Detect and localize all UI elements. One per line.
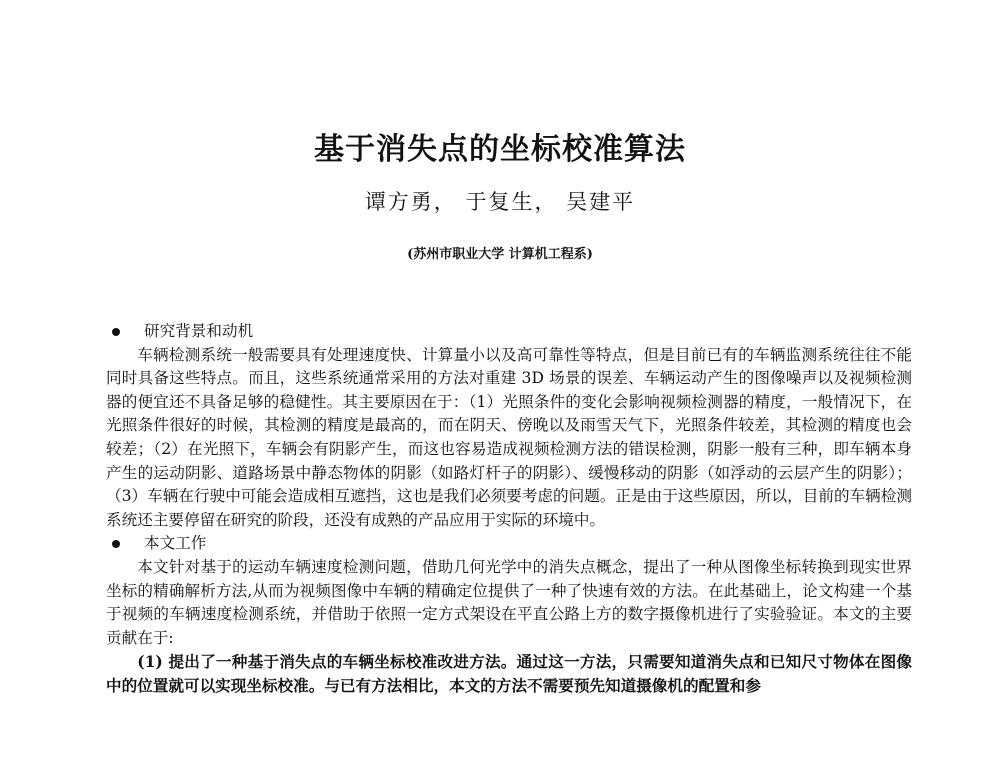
paragraph-work: 本文针对基于的运动车辆速度检测问题，借助几何光学中的消失点概念，提出了一种从图像坐标转换到现实世界坐标的精确解析方法,从而为视频图像中车辆的精确定位提供了一种了快速有效的方法。在此基础上，论文构建一个基于视频的车辆速度检测系统，并借助于依照一定方式架设在平直公路上方的数字摄像机进行了实验验证。本文的主要贡献在于:: [106, 557, 912, 647]
bullet-icon: [112, 540, 120, 548]
paragraph-background: 车辆检测系统一般需要具有处理速度快、计算量小以及高可靠性等特点，但是目前已有的车辆监测系统往往不能同时具备这些特点。而且，这些系统通常采用的方法对重建 3D 场景的误差、车辆运动产生的图像噪声以及视频检测器的便宜还不具备足够的稳健性。其主要原因在于：（1）光照条件的变化会影响视频检测器的精度，一般情况下，在光照条件很好的时候，其检测的精度是最高的，而在阴天、傍晚以及雨雪天气下，光照条件较差，其检测的精度也会较差；（2）在光照下，车辆会有阴影产生，而这也容易造成视频检测方法的错误检测，阴影一般有三种，即车辆本身产生的运动阴影、道路场景中静态物体的阴影（如路灯杆子的阴影）、缓慢移动的阴影（如浮动的云层产生的阴影）；（3）车辆在行驶中可能会造成相互遮挡，这也是我们必须要考虑的问题。正是由于这些原因，所以，目前的车辆检测系统还主要停留在研究的阶段，还没有成熟的产品应用于实际的环境中。: [106, 345, 912, 529]
section-heading-background: [106, 320, 912, 344]
paragraph-contribution-1: (1) 提出了一种基于消失点的车辆坐标校准改进方法。通过这一方法，只需要知道消失点和已知尺寸物体在图像中的位置就可以实现坐标校准。与已有方法相比，本文的方法不需要预先知道摄像机的配置和参: [106, 652, 912, 695]
paper-affiliation: (苏州市职业大学 计算机工程系): [407, 247, 593, 262]
section-heading-text: 本文工作: [144, 534, 207, 553]
paper-body: [106, 320, 912, 698]
section-heading-text: 研究背景和动机: [144, 322, 254, 340]
section-heading-work: [106, 532, 912, 556]
paper-authors: 谭方勇， 于复生， 吴建平: [364, 190, 636, 214]
paper-title: 基于消失点的坐标校准算法: [314, 132, 686, 167]
bullet-icon: [112, 328, 120, 336]
